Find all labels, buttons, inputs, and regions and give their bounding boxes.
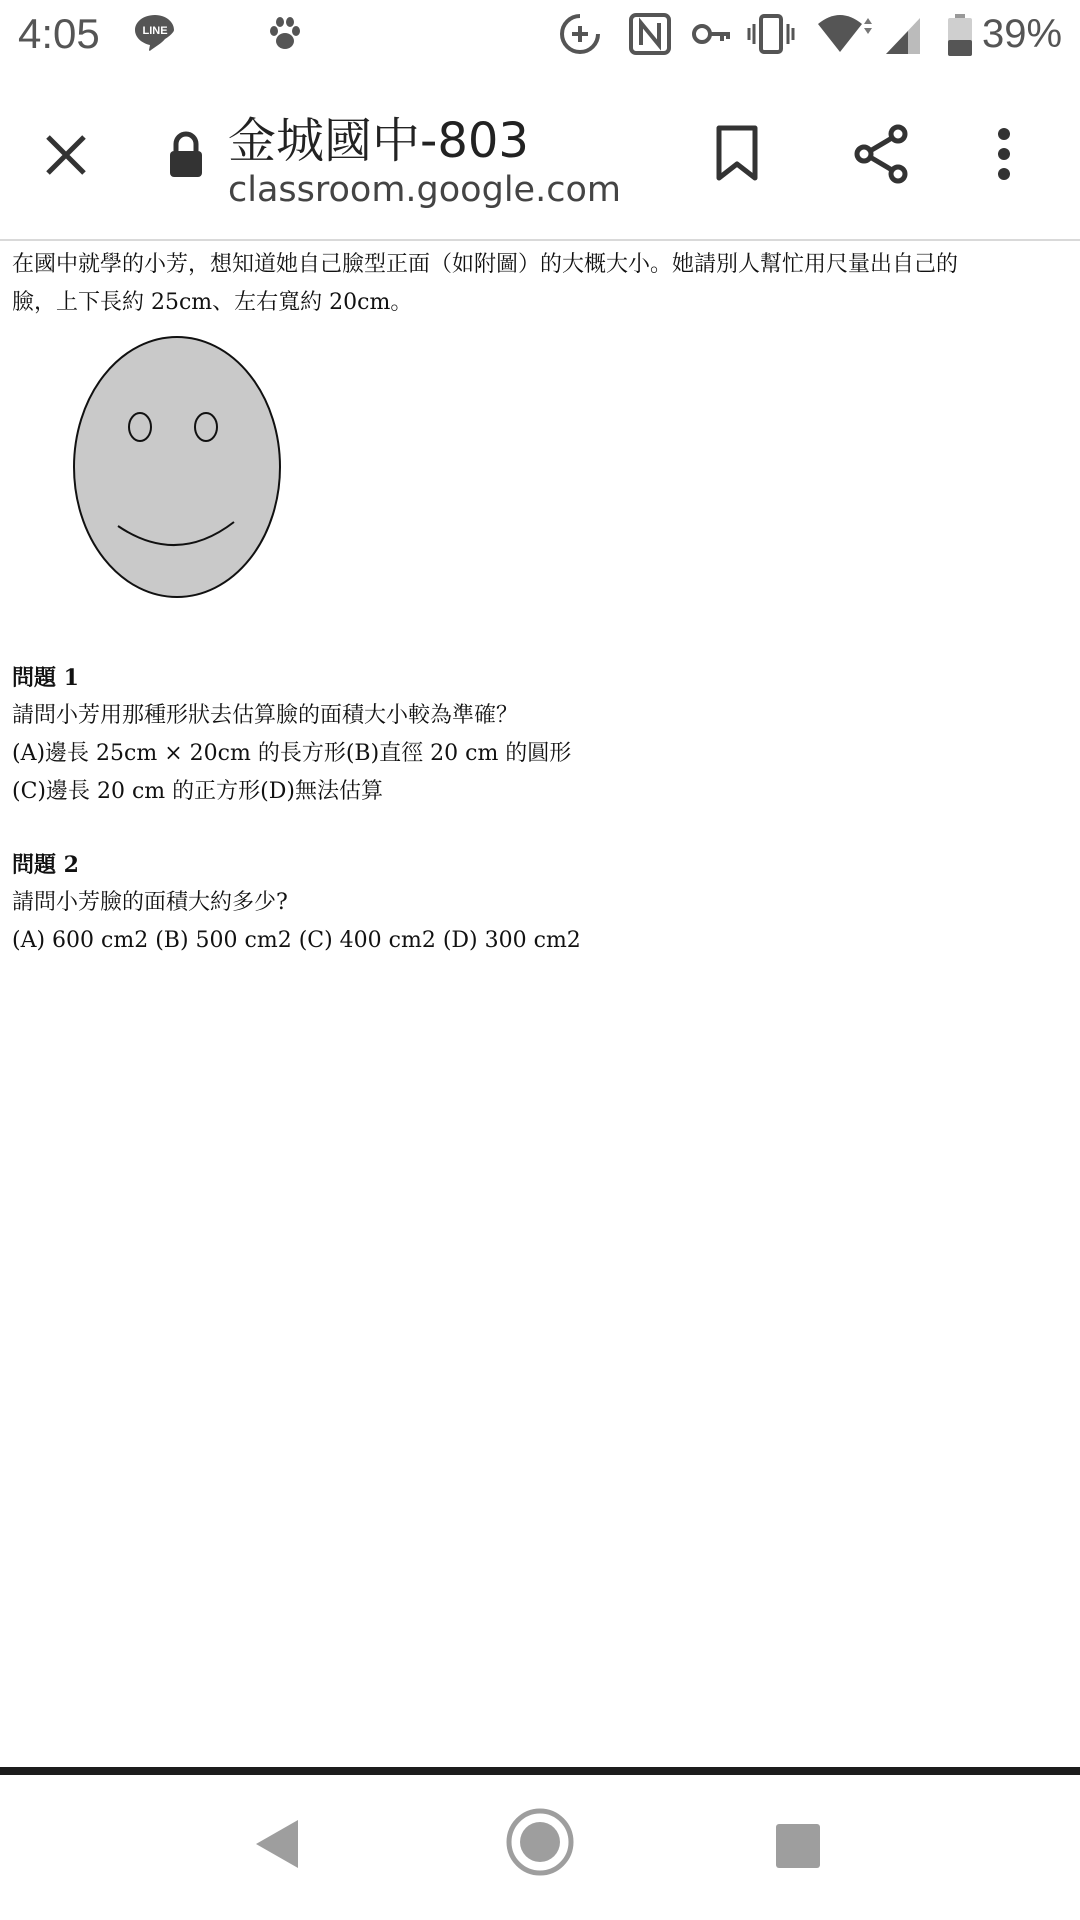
wifi-icon — [816, 12, 876, 60]
close-icon[interactable] — [40, 129, 92, 185]
vibrate-icon — [746, 12, 796, 60]
bookmark-icon[interactable] — [714, 124, 760, 186]
question-1 — [12, 659, 571, 811]
question-1-options-ab: (A)邊長 25cm × 20cm 的長方形(B)直徑 20 cm 的圓形 — [12, 741, 572, 766]
intro-line-2: 臉，上下長約 25cm、左右寬約 20cm。 — [12, 290, 413, 315]
paw-icon — [265, 14, 305, 58]
line-app-label: LINE — [142, 25, 168, 37]
lock-icon — [166, 131, 206, 183]
vpn-key-icon — [690, 12, 734, 60]
line-app-icon — [132, 12, 178, 56]
intro-line-1: 在國中就學的小芳，想知道她自己臉型正面（如附圖）的大概大小。她請別人幫忙用尺量出自己的 — [12, 252, 959, 277]
data-saver-icon — [558, 12, 602, 60]
question-2 — [12, 846, 581, 960]
question-1-text: 請問小芳用那種形狀去估算臉的面積大小較為準確？ — [12, 703, 519, 728]
status-bar — [0, 0, 1080, 74]
question-2-heading: 問題 2 — [12, 852, 79, 878]
toolbar-divider — [0, 239, 1080, 241]
more-vert-icon[interactable] — [996, 126, 1012, 186]
battery-icon — [946, 14, 974, 62]
home-icon[interactable] — [504, 1806, 576, 1882]
cell-signal-icon — [884, 12, 924, 60]
nfc-icon — [628, 12, 672, 60]
page-title: 金城國中-803 — [228, 113, 529, 169]
share-icon[interactable] — [852, 124, 912, 188]
back-icon[interactable] — [252, 1816, 302, 1876]
custom-tab-toolbar — [0, 74, 1080, 238]
smiley-face-figure — [70, 334, 284, 600]
document-content — [12, 246, 1076, 953]
page-bottom-bar — [0, 1767, 1080, 1775]
question-2-text: 請問小芳臉的面積大約多少? — [12, 890, 288, 915]
system-nav-bar — [0, 1776, 1080, 1920]
page-url[interactable]: classroom.google.com — [228, 170, 621, 210]
question-1-options-cd: (C)邊長 20 cm 的正方形(D)無法估算 — [12, 779, 383, 804]
recents-icon[interactable] — [774, 1822, 822, 1874]
question-2-options: (A) 600 cm2 (B) 500 cm2 (C) 400 cm2 (D) 300 cm2 — [12, 928, 581, 953]
question-1-heading: 問題 1 — [12, 665, 79, 691]
status-time: 4:05 — [18, 10, 100, 57]
battery-percent: 39% — [982, 12, 1063, 56]
